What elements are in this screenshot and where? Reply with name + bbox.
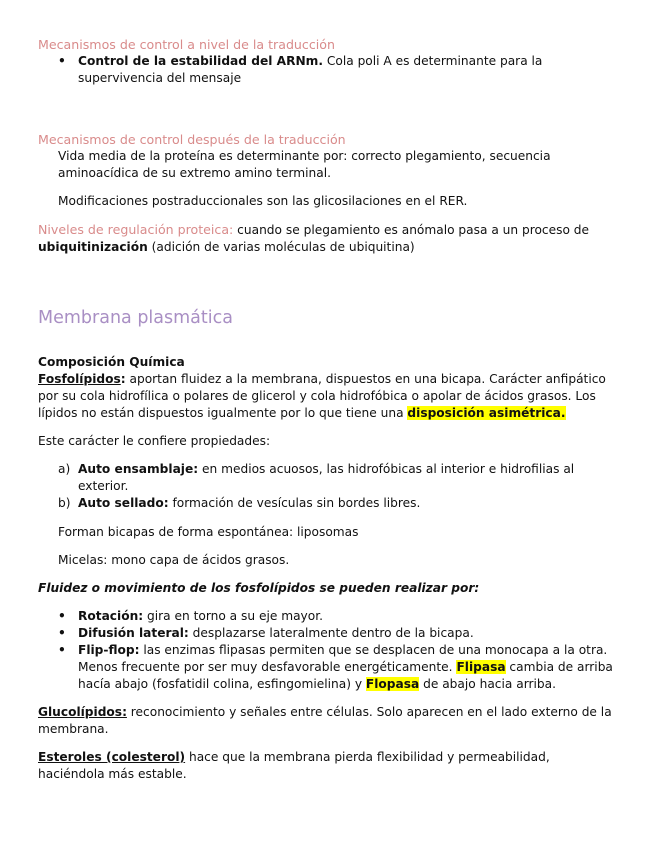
bold-term: ubiquitinización bbox=[38, 240, 148, 254]
paragraph-glucolipidos bbox=[38, 704, 620, 738]
highlight-disposicion: disposición asimétrica. bbox=[407, 406, 566, 420]
term-esteroles: Esteroles (colesterol) bbox=[38, 750, 186, 764]
paragraph-vida-media: Vida media de la proteína es determinante por: correcto plegamiento, secuencia aminoacídica de su extremo amino terminal. bbox=[58, 149, 551, 180]
inline-heading: Niveles de regulación proteica: bbox=[38, 222, 234, 237]
paragraph-micelas: Micelas: mono capa de ácidos grasos. bbox=[58, 553, 290, 567]
paragraph-text: hace que la membrana pierda flexibilidad y permeabilidad, haciéndola más estable. bbox=[38, 750, 550, 781]
paragraph-modificaciones: Modificaciones postraduccionales son las glicosilaciones en el RER. bbox=[58, 194, 468, 208]
list-marker: a) bbox=[58, 462, 71, 476]
highlight-flipasa: Flipasa bbox=[456, 660, 506, 674]
term-colon: : bbox=[120, 372, 126, 386]
paragraph-text: cuando se plegamiento es anómalo pasa a un proceso de bbox=[233, 223, 590, 237]
term-fosfolipidos: Fosfolípidos bbox=[38, 372, 121, 386]
paragraph-niveles-regulacion bbox=[38, 221, 620, 256]
list-item-text: Cola poli A es determinante para la supervivencia del mensaje bbox=[78, 54, 543, 85]
list-movimientos bbox=[38, 608, 620, 693]
subheading-text: Composición Química bbox=[38, 355, 185, 369]
paragraph-esteroles bbox=[38, 749, 620, 783]
heading-control-despues: Mecanismos de control después de la traducción bbox=[38, 132, 346, 147]
bold-term: Rotación: bbox=[78, 609, 144, 623]
highlight-flopasa: Flopasa bbox=[365, 677, 420, 691]
list-item bbox=[38, 53, 620, 87]
bold-term: Auto ensamblaje: bbox=[78, 462, 199, 476]
paragraph-caracter: Este carácter le confiere propiedades: bbox=[38, 434, 271, 448]
list-item bbox=[38, 495, 620, 512]
list-item-text: desplazarse lateralmente dentro de la bicapa. bbox=[188, 626, 474, 640]
bold-term: Control de la estabilidad del ARNm. bbox=[78, 54, 323, 68]
bold-term: Auto sellado: bbox=[78, 496, 169, 510]
list-item bbox=[38, 608, 620, 625]
section-title-membrana: Membrana plasmática bbox=[38, 308, 233, 328]
list-item-text: gira en torno a su eje mayor. bbox=[143, 609, 323, 623]
paragraph-bicapas: Forman bicapas de forma espontánea: liposomas bbox=[58, 525, 359, 539]
bold-term: Flip-flop: bbox=[78, 643, 140, 657]
list-item-text: de abajo hacia arriba. bbox=[419, 677, 556, 691]
paragraph-text: aportan fluidez a la membrana, dispuestos en una bicapa. Carácter anfipático por su cola hidrofílica o polares de glicerol y cola hidrofóbica o apolar de ácidos grasos. Los lípidos no están dispuestos igualmente por lo que tiene una bbox=[38, 372, 606, 420]
list-item-text: cambia de arriba hacía abajo (fosfatidil colina, esfingomielina) y bbox=[78, 660, 613, 691]
paragraph-fosfolipidos bbox=[38, 371, 620, 422]
document-page bbox=[38, 36, 620, 783]
paragraph-text: (adición de varias moléculas de ubiquitina) bbox=[147, 240, 415, 254]
list-item bbox=[38, 642, 620, 693]
list-item-text: las enzimas flipasas permiten que se desplacen de una monocapa a la otra. Menos frecuente por ser muy desfavorable energéticamente. bbox=[78, 643, 608, 674]
list-propiedades bbox=[38, 461, 620, 512]
list-item bbox=[38, 461, 620, 495]
list-item bbox=[38, 625, 620, 642]
list-control-traduccion bbox=[38, 53, 620, 87]
list-item-text: en medios acuosos, las hidrofóbicas al interior e hidrofilias al exterior. bbox=[78, 462, 575, 493]
heading-fluidez: Fluidez o movimiento de los fosfolípidos se pueden realizar por: bbox=[38, 581, 480, 595]
subheading-composicion bbox=[38, 354, 620, 371]
list-marker: b) bbox=[58, 496, 71, 510]
heading-control-traduccion: Mecanismos de control a nivel de la traducción bbox=[38, 37, 335, 52]
paragraph-text: reconocimiento y señales entre células. Solo aparecen en el lado externo de la membrana. bbox=[38, 705, 612, 736]
term-glucolipidos: Glucolípidos: bbox=[38, 705, 127, 719]
list-item-text: formación de vesículas sin bordes libres. bbox=[168, 496, 421, 510]
bold-term: Difusión lateral: bbox=[78, 626, 189, 640]
